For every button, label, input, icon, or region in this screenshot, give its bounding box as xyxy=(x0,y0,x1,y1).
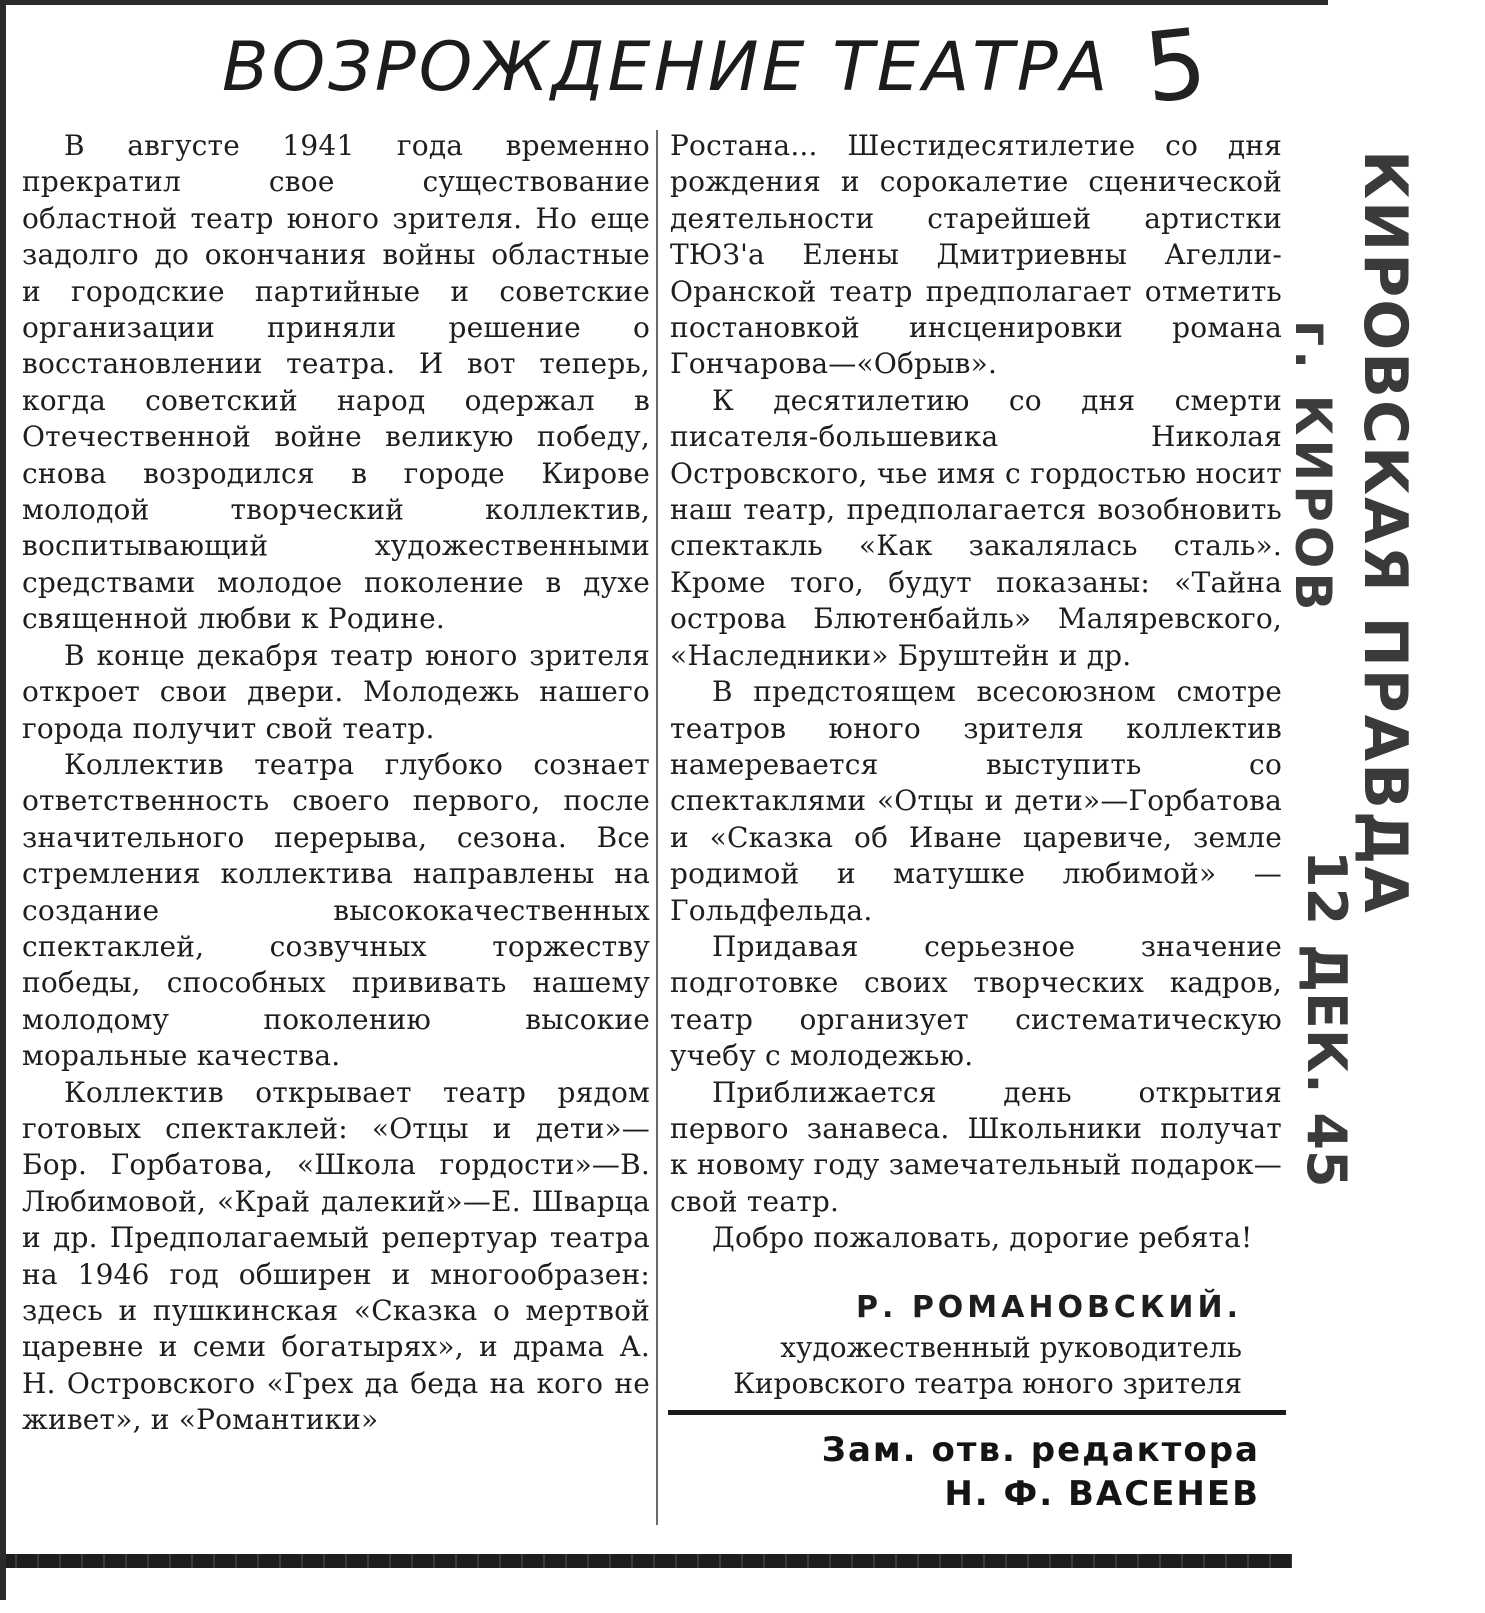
right-column xyxy=(670,128,1282,1257)
paragraph: Коллектив театра глубоко сознает ответственность своего первого, после значительного перерыва, сезона. Все стремления коллектива направлены на создание высококачественных спектаклей, созвучных торжеству победы, способных прививать нашему молодому поколению высокие моральные качества. xyxy=(22,747,650,1073)
author-role-line: художественный руководитель xyxy=(780,1331,1242,1364)
bottom-rule xyxy=(6,1554,1292,1568)
closing-line: Добро пожаловать, дорогие ребята! xyxy=(712,1221,1253,1255)
editor-credit xyxy=(820,1428,1260,1516)
editor-name: Н. Ф. ВАСЕНЕВ xyxy=(944,1474,1260,1514)
paragraph: К десятилетию со дня смерти писателя-большевика Николая Островского, чье имя с гордостью носит наш театр, предполагается возобновить спектакль «Как закалялась сталь». Кроме того, будут показаны: «Тайна острова Блютенбайль» Маляревского, «Наследники» Бруштейн и др. xyxy=(670,383,1282,672)
paragraph: В августе 1941 года временно прекратил свое существование областной театр юного зрителя. Но еще задолго до окончания войны областные и городские партийные и советские организации приняли решение о восстановлении театра. И вот теперь, когда советский народ одержал в Отечественной войне великую победу, снова возродился в городе Кирове молодой творческий коллектив, воспитывающий художественными средствами молодое поколение в духе священной любви к Родине. xyxy=(22,129,650,636)
editor-divider xyxy=(668,1410,1286,1415)
clipping-left-edge xyxy=(0,0,6,1600)
date-stamp: 12 ДЕК. 45 xyxy=(1295,850,1358,1188)
clipping-top-edge xyxy=(6,0,1328,5)
author-role-line: Кировского театра юного зрителя xyxy=(733,1367,1242,1400)
column-divider xyxy=(656,130,658,1525)
handwritten-page-number: 5 xyxy=(1139,7,1212,125)
paragraph: В предстоящем всесоюзном смотре театров юного зрителя коллектив намеревается выступить со спектаклями «Отцы и дети»—Горбатова и «Сказка об Иване царевиче, земле родимой и матушке любимой» — Гольдфельда. xyxy=(670,675,1282,927)
newspaper-name-stamp: КИРОВСКАЯ ПРАВДА xyxy=(1350,150,1420,915)
paragraph: В конце декабря театр юного зрителя откроет свои двери. Молодежь нашего города получит свой театр. xyxy=(22,638,650,745)
author-name: Р. РОМАНОВСКИЙ. xyxy=(855,1290,1242,1325)
author-role xyxy=(670,1330,1282,1402)
left-column xyxy=(22,128,650,1439)
paragraph: Приближается день открытия первого занавеса. Школьники получат к новому году замечательный подарок—свой театр. xyxy=(670,1075,1282,1218)
paragraph: Коллектив открывает театр рядом готовых спектаклей: «Отцы и дети»—Бор. Горбатова, «Школа гордости»—В. Любимовой, «Край далекий»—Е. Шварца и др. Предполагаемый репертуар театра на 1946 год обширен и многообразен: здесь и пушкинская «Сказка о мертвой царевне и семи богатырях», и драма А. Н. Островского «Грех да беда на кого не живет», и «Романтики» xyxy=(22,1075,650,1437)
paragraph: Придавая серьезное значение подготовке своих творческих кадров, театр организует систематическую учебу с молодежью. xyxy=(670,929,1282,1073)
editor-title: Зам. отв. редактора xyxy=(821,1430,1260,1470)
paragraph: Ростана... Шестидесятилетие со дня рождения и сорокалетие сценической деятельности старейшей артистки ТЮЗ'а Елены Дмитриевны Агелли-Оранской театр предполагает отметить постановкой инсценировки романа Гончарова—«Обрыв». xyxy=(670,129,1282,381)
city-stamp: г. КИРОВ xyxy=(1284,320,1342,615)
article-title: ВОЗРОЖДЕНИЕ ТЕАТРА xyxy=(222,28,1111,107)
